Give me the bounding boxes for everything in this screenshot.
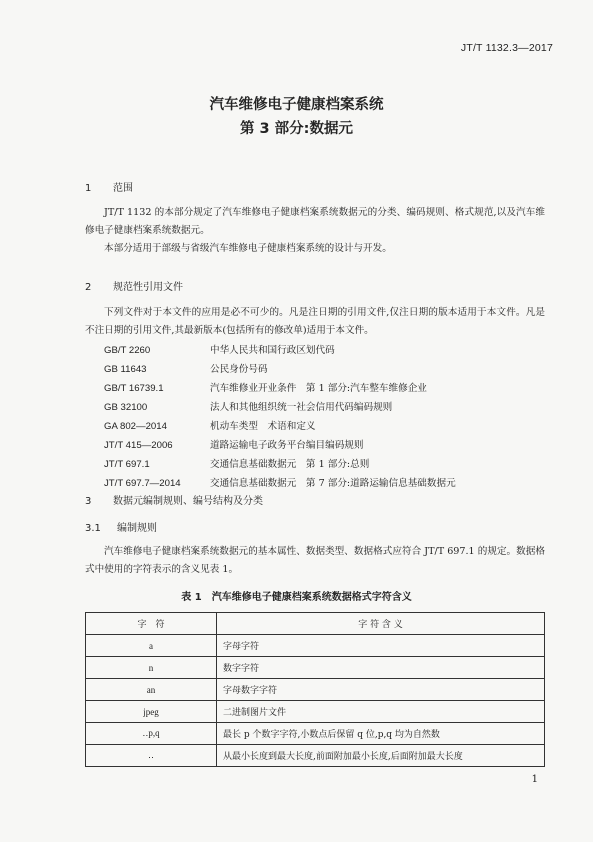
- section-1-heading: [85, 179, 133, 194]
- reference-code: JT/T 697.7—2014: [104, 478, 181, 489]
- reference-title: 中华人民共和国行政区划代码: [210, 345, 335, 356]
- reference-title: 交通信息基础数据元 第 1 部分:总则: [210, 459, 370, 470]
- table-cell-meaning: 字母数字字符: [217, 679, 545, 701]
- section-title: 数据元编制规则、编号结构及分类: [113, 496, 263, 507]
- column-header-meaning: 字 符 含 义: [217, 613, 545, 635]
- section-title: 范围: [113, 183, 133, 194]
- document-title: 汽车维修电子健康档案系统: [209, 97, 384, 113]
- reference-code: GB 11643: [104, 364, 147, 375]
- reference-code: JT/T 415—2006: [104, 440, 173, 451]
- section-3-1-heading: [85, 519, 157, 534]
- column-header-character: 字 符: [86, 613, 217, 635]
- reference-code: GA 802—2014: [104, 421, 167, 432]
- section-number: 2: [85, 282, 92, 293]
- section-title: 编制规则: [117, 523, 157, 534]
- reference-code: GB/T 16739.1: [104, 383, 164, 394]
- table-cell-meaning: 二进制图片文件: [217, 701, 545, 723]
- reference-item: [104, 436, 544, 455]
- reference-title: 公民身份号码: [210, 364, 268, 375]
- table-cell-meaning: 从最小长度到最大长度,前面附加最小长度,后面附加最大长度: [217, 745, 545, 767]
- section-number: 3.1: [85, 523, 101, 534]
- reference-code: GB 32100: [104, 402, 148, 413]
- section-3-heading: [85, 492, 263, 507]
- reference-code: JT/T 697.1: [104, 459, 150, 470]
- table-row: [86, 701, 545, 723]
- reference-item: [104, 474, 544, 493]
- table-cell-character: ‥p,q: [86, 723, 217, 745]
- reference-title: 交通信息基础数据元 第 7 部分:道路运输信息基础数据元: [210, 478, 456, 489]
- table-row: [86, 745, 545, 767]
- reference-title: 道路运输电子政务平台编目编码规则: [210, 440, 364, 451]
- reference-title: 法人和其他组织统一社会信用代码编码规则: [210, 402, 393, 413]
- table-row: [86, 679, 545, 701]
- reference-item: [104, 455, 544, 474]
- reference-title: 机动车类型 术语和定义: [210, 421, 316, 432]
- table-cell-meaning: 最长 p 个数字字符,小数点后保留 q 位,p,q 均为自然数: [217, 723, 545, 745]
- reference-item: [104, 379, 544, 398]
- table-header-row: [86, 613, 545, 635]
- reference-item: [104, 360, 544, 379]
- table-cell-character: an: [86, 679, 217, 701]
- table-row: [86, 657, 545, 679]
- section-3-1-paragraph-1: 汽车维修电子健康档案系统数据元的基本属性、数据类型、数据格式应符合 JT/T 697.1 的规定。数据格式中使用的字符表示的含义见表 1。: [85, 546, 545, 575]
- reference-item: [104, 398, 544, 417]
- section-1-paragraph-1: JT/T 1132 的本部分规定了汽车维修电子健康档案系统数据元的分类、编码规则、格式规范,以及汽车维修电子健康档案系统数据元。: [85, 207, 545, 236]
- section-title: 规范性引用文件: [113, 282, 183, 293]
- table-cell-meaning: 数字字符: [217, 657, 545, 679]
- section-2-heading: [85, 278, 183, 293]
- section-1-paragraph-2: 本部分适用于部级与省级汽车维修电子健康档案系统的设计与开发。: [104, 243, 392, 254]
- reference-item: [104, 417, 544, 436]
- page-number: 1: [531, 774, 538, 785]
- table-cell-meaning: 字母字符: [217, 635, 545, 657]
- table-cell-character: ‥: [86, 745, 217, 767]
- standard-code: JT/T 1132.3—2017: [460, 42, 553, 54]
- table-cell-character: n: [86, 657, 217, 679]
- table-row: [86, 723, 545, 745]
- normative-references-list: [104, 341, 544, 493]
- section-2-paragraph-1: 下列文件对于本文件的应用是必不可少的。凡是注日期的引用文件,仅注日期的版本适用于本文件。凡是不注日期的引用文件,其最新版本(包括所有的修改单)适用于本文件。: [85, 307, 545, 336]
- table-cell-character: a: [86, 635, 217, 657]
- table-1-caption: 表 1 汽车维修电子健康档案系统数据格式字符含义: [181, 592, 412, 603]
- section-number: 1: [85, 183, 92, 194]
- document-subtitle: 第 3 部分:数据元: [240, 121, 353, 137]
- reference-title: 汽车维修业开业条件 第 1 部分:汽车整车维修企业: [210, 383, 427, 394]
- section-number: 3: [85, 496, 92, 507]
- reference-code: GB/T 2260: [104, 345, 151, 356]
- format-characters-table: [85, 612, 545, 767]
- table-row: [86, 635, 545, 657]
- table-cell-character: jpeg: [86, 701, 217, 723]
- reference-item: [104, 341, 544, 360]
